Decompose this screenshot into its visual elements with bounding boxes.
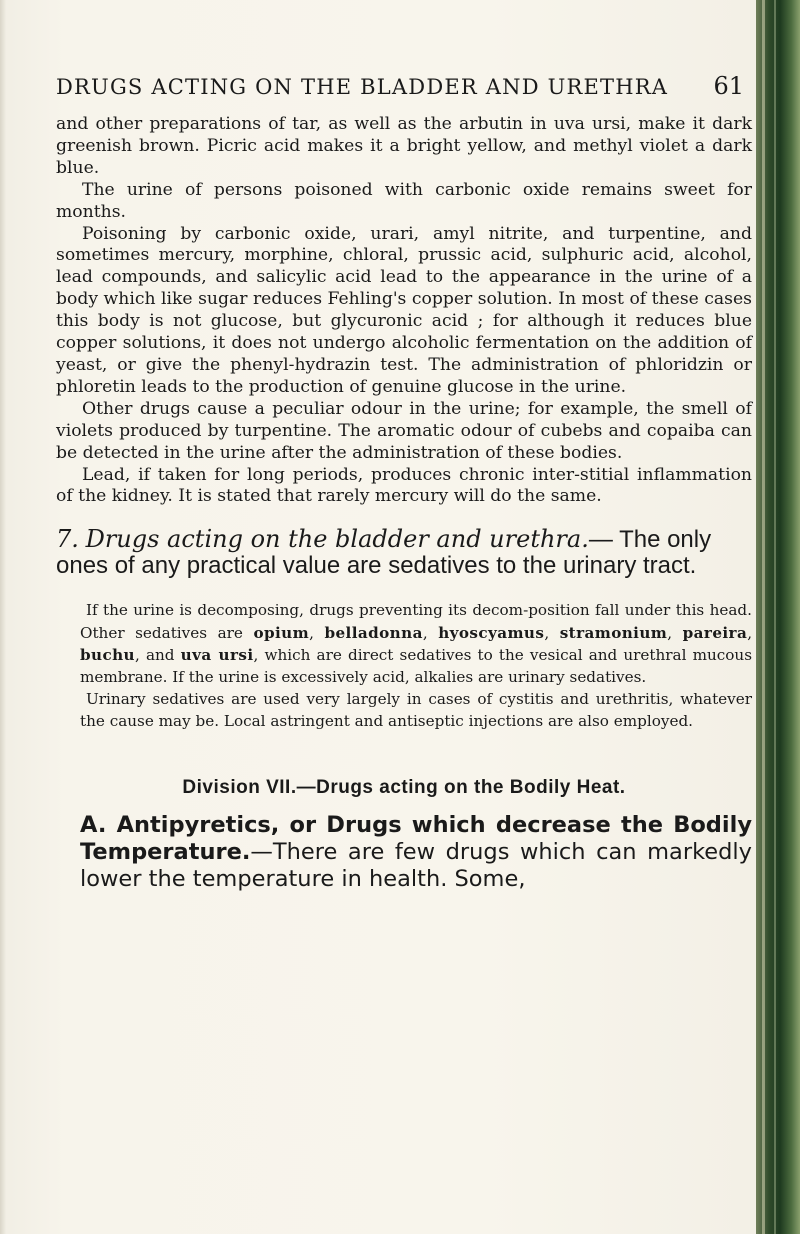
separator: , <box>309 623 314 642</box>
page-content <box>56 72 752 893</box>
section-number: 7. <box>56 525 79 554</box>
separator: , <box>667 623 673 642</box>
drug-name: belladonna <box>324 623 423 642</box>
small-text: If the urine is decomposing, drugs preventing its decom-position fall under this head. Other sedatives are <box>80 601 752 642</box>
small-text: , which are direct sedatives to the vesical and urethral mucous membrane. If the urine is excessively acid, alkalies are urinary sedatives. <box>80 645 753 686</box>
antipyretics-text: —There are few drugs which can markedly lower the temperature in health. Some, <box>80 838 752 892</box>
running-title: DRUGS ACTING ON THE BLADDER AND URETHRA <box>56 75 669 99</box>
page-left-edge <box>0 0 6 1234</box>
section-7-heading <box>56 526 752 579</box>
paragraph: Poisoning by carbonic oxide, urari, amyl nitrite, and turpentine, and sometimes mercury, morphine, chloral, prussic acid, sulphuric acid, alcohol, lead compounds, and salicylic acid lead to the appearance in the urine of a body which like sugar reduces Fehling's copper solution. In most of these cases this body is not glucose, but glycuronic acid ; for although it reduces blue copper solutions, it does not undergo alcoholic fermentation on the addition of yeast, or give the phenyl-hydrazin test. The administration of phloridzin or phloretin leads to the production of genuine glucose in the urine. <box>56 223 752 397</box>
drug-name: opium <box>253 623 310 642</box>
paragraph: The urine of persons poisoned with carbonic oxide remains sweet for months. <box>56 179 752 222</box>
antipyretics-paragraph <box>56 812 752 893</box>
drug-name: pareira <box>682 623 748 642</box>
section-title: Drugs acting on the bladder and urethra. <box>85 525 589 554</box>
paragraph: Other drugs cause a peculiar odour in the urine; for example, the smell of violets produced by turpentine. The aromatic odour of cubebs and copaiba can be detected in the urine after the administration of these bodies. <box>56 398 752 463</box>
paragraph: and other preparations of tar, as well as the arbutin in uva ursi, make it dark greenish brown. Picric acid makes it a bright yellow, and methyl violet a dark blue. <box>56 114 752 178</box>
section-dash: — <box>588 526 613 554</box>
separator: , <box>544 623 550 642</box>
paragraph: Lead, if taken for long periods, produces chronic inter-stitial inflammation of the kidney. It is stated that rarely mercury will do the same. <box>56 464 752 507</box>
division-heading: Division VII.—Drugs acting on the Bodily Heat. <box>182 776 626 798</box>
separator: , and <box>135 645 175 664</box>
drug-name: hyoscyamus <box>438 623 545 642</box>
book-binding-edge <box>756 0 800 1234</box>
section-lead: The only ones of any practical value are sedatives to the urinary tract. <box>56 526 712 580</box>
antipyretics-lead: A. Antipyretics, or Drugs which decrease the Bodily Temperature. <box>80 811 752 865</box>
drug-name: buchu <box>80 645 135 664</box>
separator: , <box>747 623 753 642</box>
small-paragraph: Urinary sedatives are used very largely in cases of cystitis and urethritis, whatever the cause may be. Local astringent and antiseptic injections are also employed. <box>80 690 752 731</box>
small-paragraph <box>80 599 752 688</box>
small-print-block <box>56 599 752 732</box>
separator: , <box>422 623 428 642</box>
drug-name: uva ursi <box>180 645 254 664</box>
drug-name: stramonium <box>559 623 668 642</box>
page-number: 61 <box>713 72 744 100</box>
running-head <box>56 72 752 100</box>
